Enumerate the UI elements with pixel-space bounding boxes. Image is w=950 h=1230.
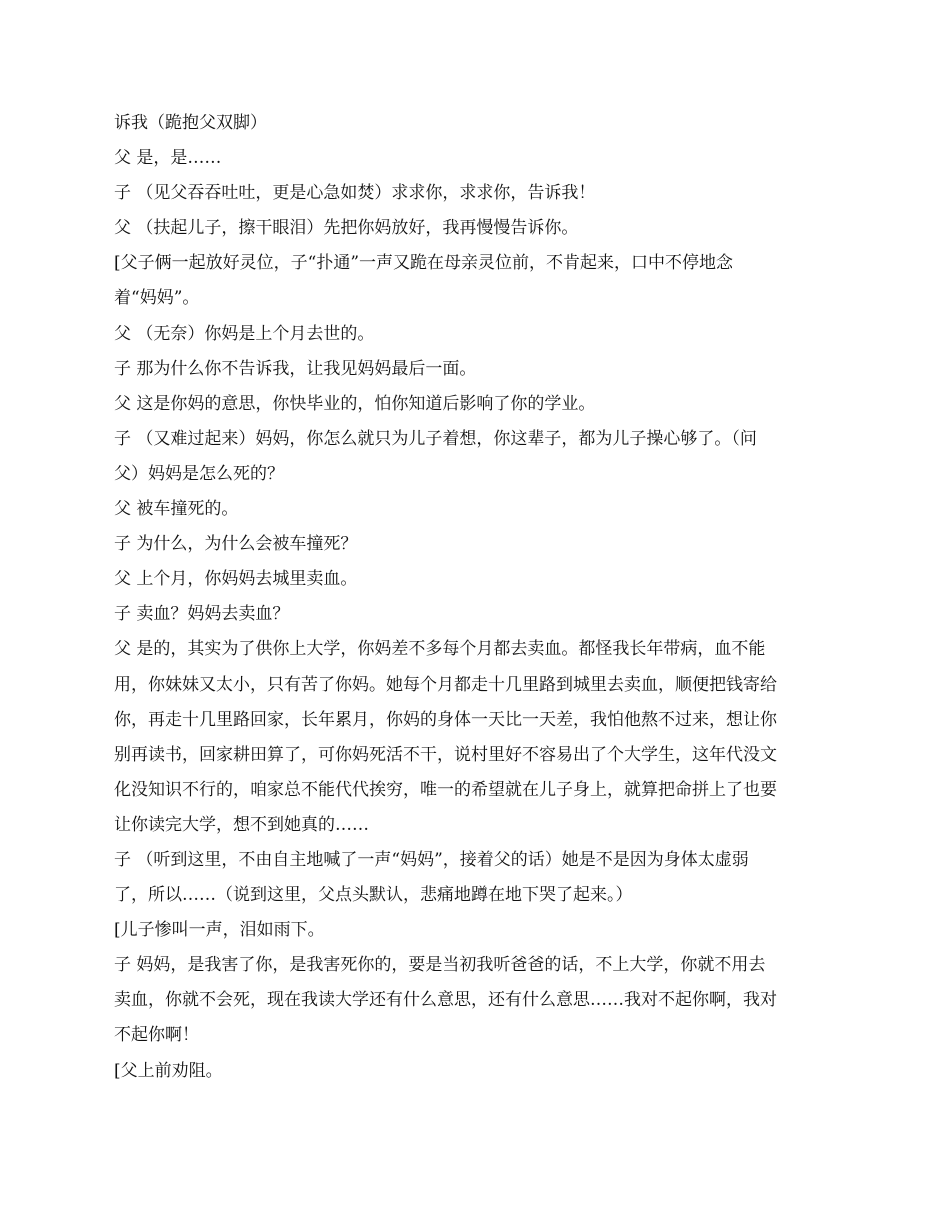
text-line: 父 （扶起儿子，擦干眼泪）先把你妈放好，我再慢慢告诉你。 [114,218,579,239]
text-line: 子 （见父吞吞吐吐，更是心急如焚）求求你，求求你，告诉我！ [114,183,596,204]
text-line: 父 （无奈）你妈是上个月去世的。 [114,323,375,344]
text-line: 子 （又难过起来）妈妈，你怎么就只为儿子着想，你这辈子，都为儿子操心够了。（问 [114,428,757,449]
text-line: 卖血，你就不会死，现在我读大学还有什么意思，还有什么意思……我对不起你啊，我对 [114,990,777,1011]
text-line: 子 为什么，为什么会被车撞死？ [114,534,358,555]
text-line: 别再读书，回家耕田算了，可你妈死活不干，说村里好不容易出了个大学生，这年代没文 [114,744,777,765]
document-page [114,106,840,1089]
text-line: [儿子惨叫一声，泪如雨下。 [114,920,325,941]
text-line: 父 被车撞死的。 [114,499,239,520]
text-line: 你，再走十几里路回家，长年累月，你妈的身体一天比一天差，我怕他熬不过来，想让你 [114,709,777,730]
text-line: 化没知识不行的，咱家总不能代代挨穷，唯一的希望就在儿子身上，就算把命拼上了也要 [114,779,777,800]
text-line: 父 是，是…… [114,148,222,169]
text-line: 用，你妹妹又太小，只有苦了你妈。她每个月都走十几里路到城里去卖血，顺便把钱寄给 [114,674,777,695]
text-line: 父 这是你妈的意思，你快毕业的，怕你知道后影响了你的学业。 [114,393,596,414]
text-line: 子 妈妈，是我害了你，是我害死你的，要是当初我听爸爸的话，不上大学，你就不用去 [114,955,766,976]
text-line: 父）妈妈是怎么死的？ [114,463,284,484]
text-line: 诉我（跪抱父双脚） [114,113,267,133]
text-line: 让你读完大学，想不到她真的…… [114,814,369,835]
text-line: [父上前劝阻。 [114,1060,223,1081]
text-line: 了，所以……（说到这里，父点头默认，悲痛地蹲在地下哭了起来。） [114,885,633,906]
text-line: 不起你啊！ [114,1025,199,1046]
text-line: 父 是的，其实为了供你上大学，你妈差不多每个月都去卖血。都怪我长年带病，血不能 [114,639,766,660]
text-line: [父子俩一起放好灵位，子“扑通”一声又跪在母亲灵位前，不肯起来，口中不停地念 [114,253,734,274]
text-line: 父 上个月，你妈妈去城里卖血。 [114,569,358,590]
text-line: 子 （听到这里，不由自主地喊了一声“妈妈”，接着父的话）她是不是因为身体太虚弱 [114,849,749,870]
text-line: 子 那为什么你不告诉我，让我见妈妈最后一面。 [114,358,477,379]
text-line: 着“妈妈”。 [114,288,200,309]
text-line: 子 卖血？妈妈去卖血？ [114,604,290,625]
